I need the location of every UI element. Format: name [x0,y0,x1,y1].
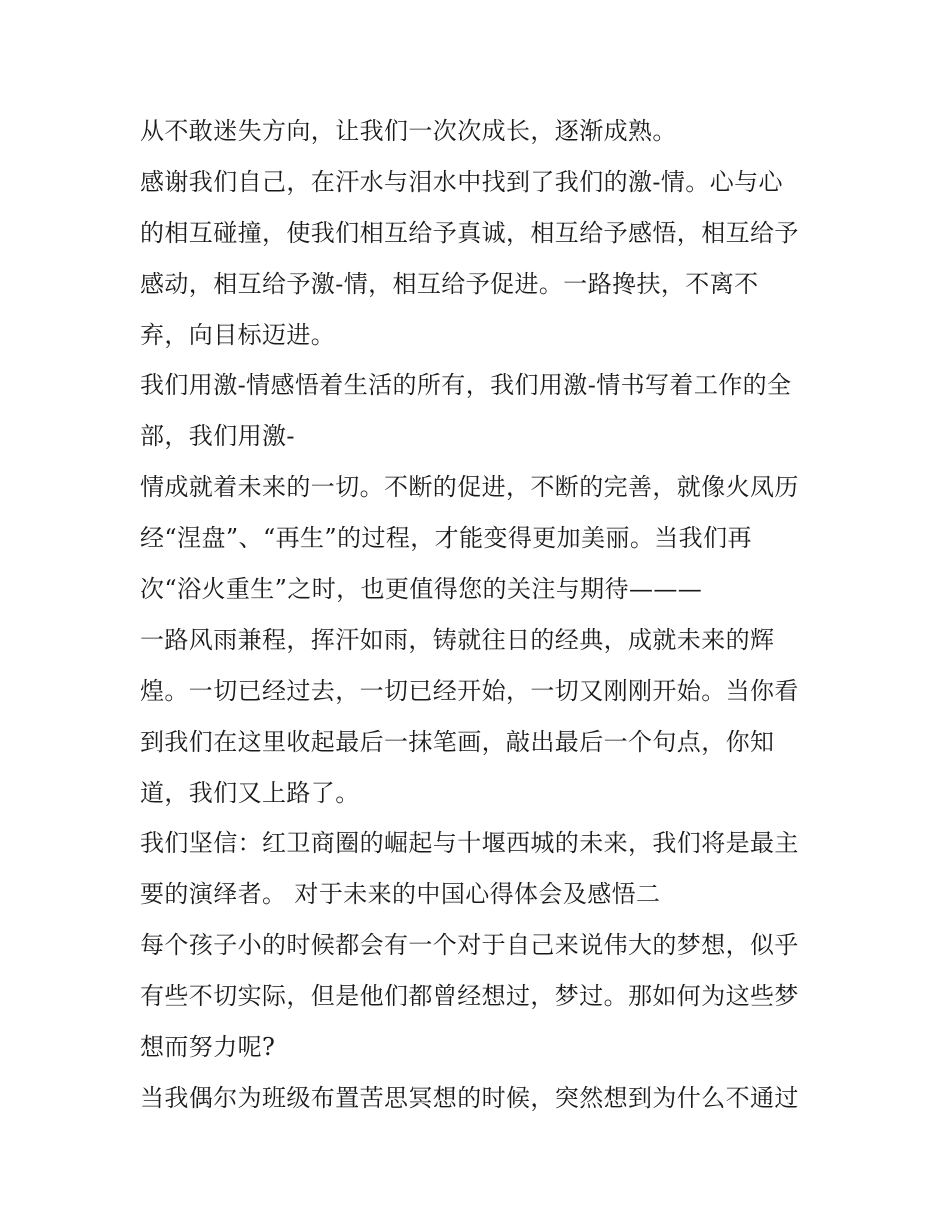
text-line: 有些不切实际，但是他们都曾经想过，梦过。那如何为这些梦 [140,982,799,1011]
document-body [140,106,820,1124]
text-line: 弃，向目标迈进。 [140,320,336,349]
text-line: 当我偶尔为班级布置苦思冥想的时候，突然想到为什么不通过 [140,1083,799,1112]
text-line: 到我们在这里收起最后一抹笔画，敲出最后一个句点，你知 [140,727,775,756]
text-line: 道，我们又上路了。 [140,778,360,807]
text-line: 想而努力呢? [140,1033,276,1062]
text-line: 每个孩子小的时候都会有一个对于自己来说伟大的梦想，似乎 [140,931,799,960]
text-line: 一路风雨兼程，挥汗如雨，铸就往日的经典，成就未来的辉 [140,625,775,654]
text-line: 从不敢迷失方向，让我们一次次成长，逐渐成熟。 [140,117,677,145]
text-line: 经“涅盘”、“再生”的过程，才能变得更加美丽。当我们再 [140,524,752,553]
text-line: 部，我们用激- [140,422,295,451]
text-line: 煌。一切已经过去，一切已经开始，一切又刚刚开始。当你看 [140,676,799,705]
text-line: 我们用激-情感悟着生活的所有，我们用激-情书写着工作的全 [140,371,792,400]
text-line: 次“浴火重生”之时，也更值得您的关注与期待——— [140,575,703,604]
text-line: 我们坚信：红卫商圈的崛起与十堰西城的未来，我们将是最主 [140,829,799,858]
text-line: 感动，相互给予激-情，相互给予促进。一路搀扶，不离不 [140,269,759,298]
text-line: 感谢我们自己，在汗水与泪水中找到了我们的激-情。心与心 [140,167,783,196]
text-line: 情成就着未来的一切。不断的促进，不断的完善，就像火凤历 [140,473,799,502]
text-line: 要的演绎者。 对于未来的中国心得体会及感悟二 [140,880,661,909]
text-line: 的相互碰撞，使我们相互给予真诚，相互给予感悟，相互给予 [140,218,799,247]
